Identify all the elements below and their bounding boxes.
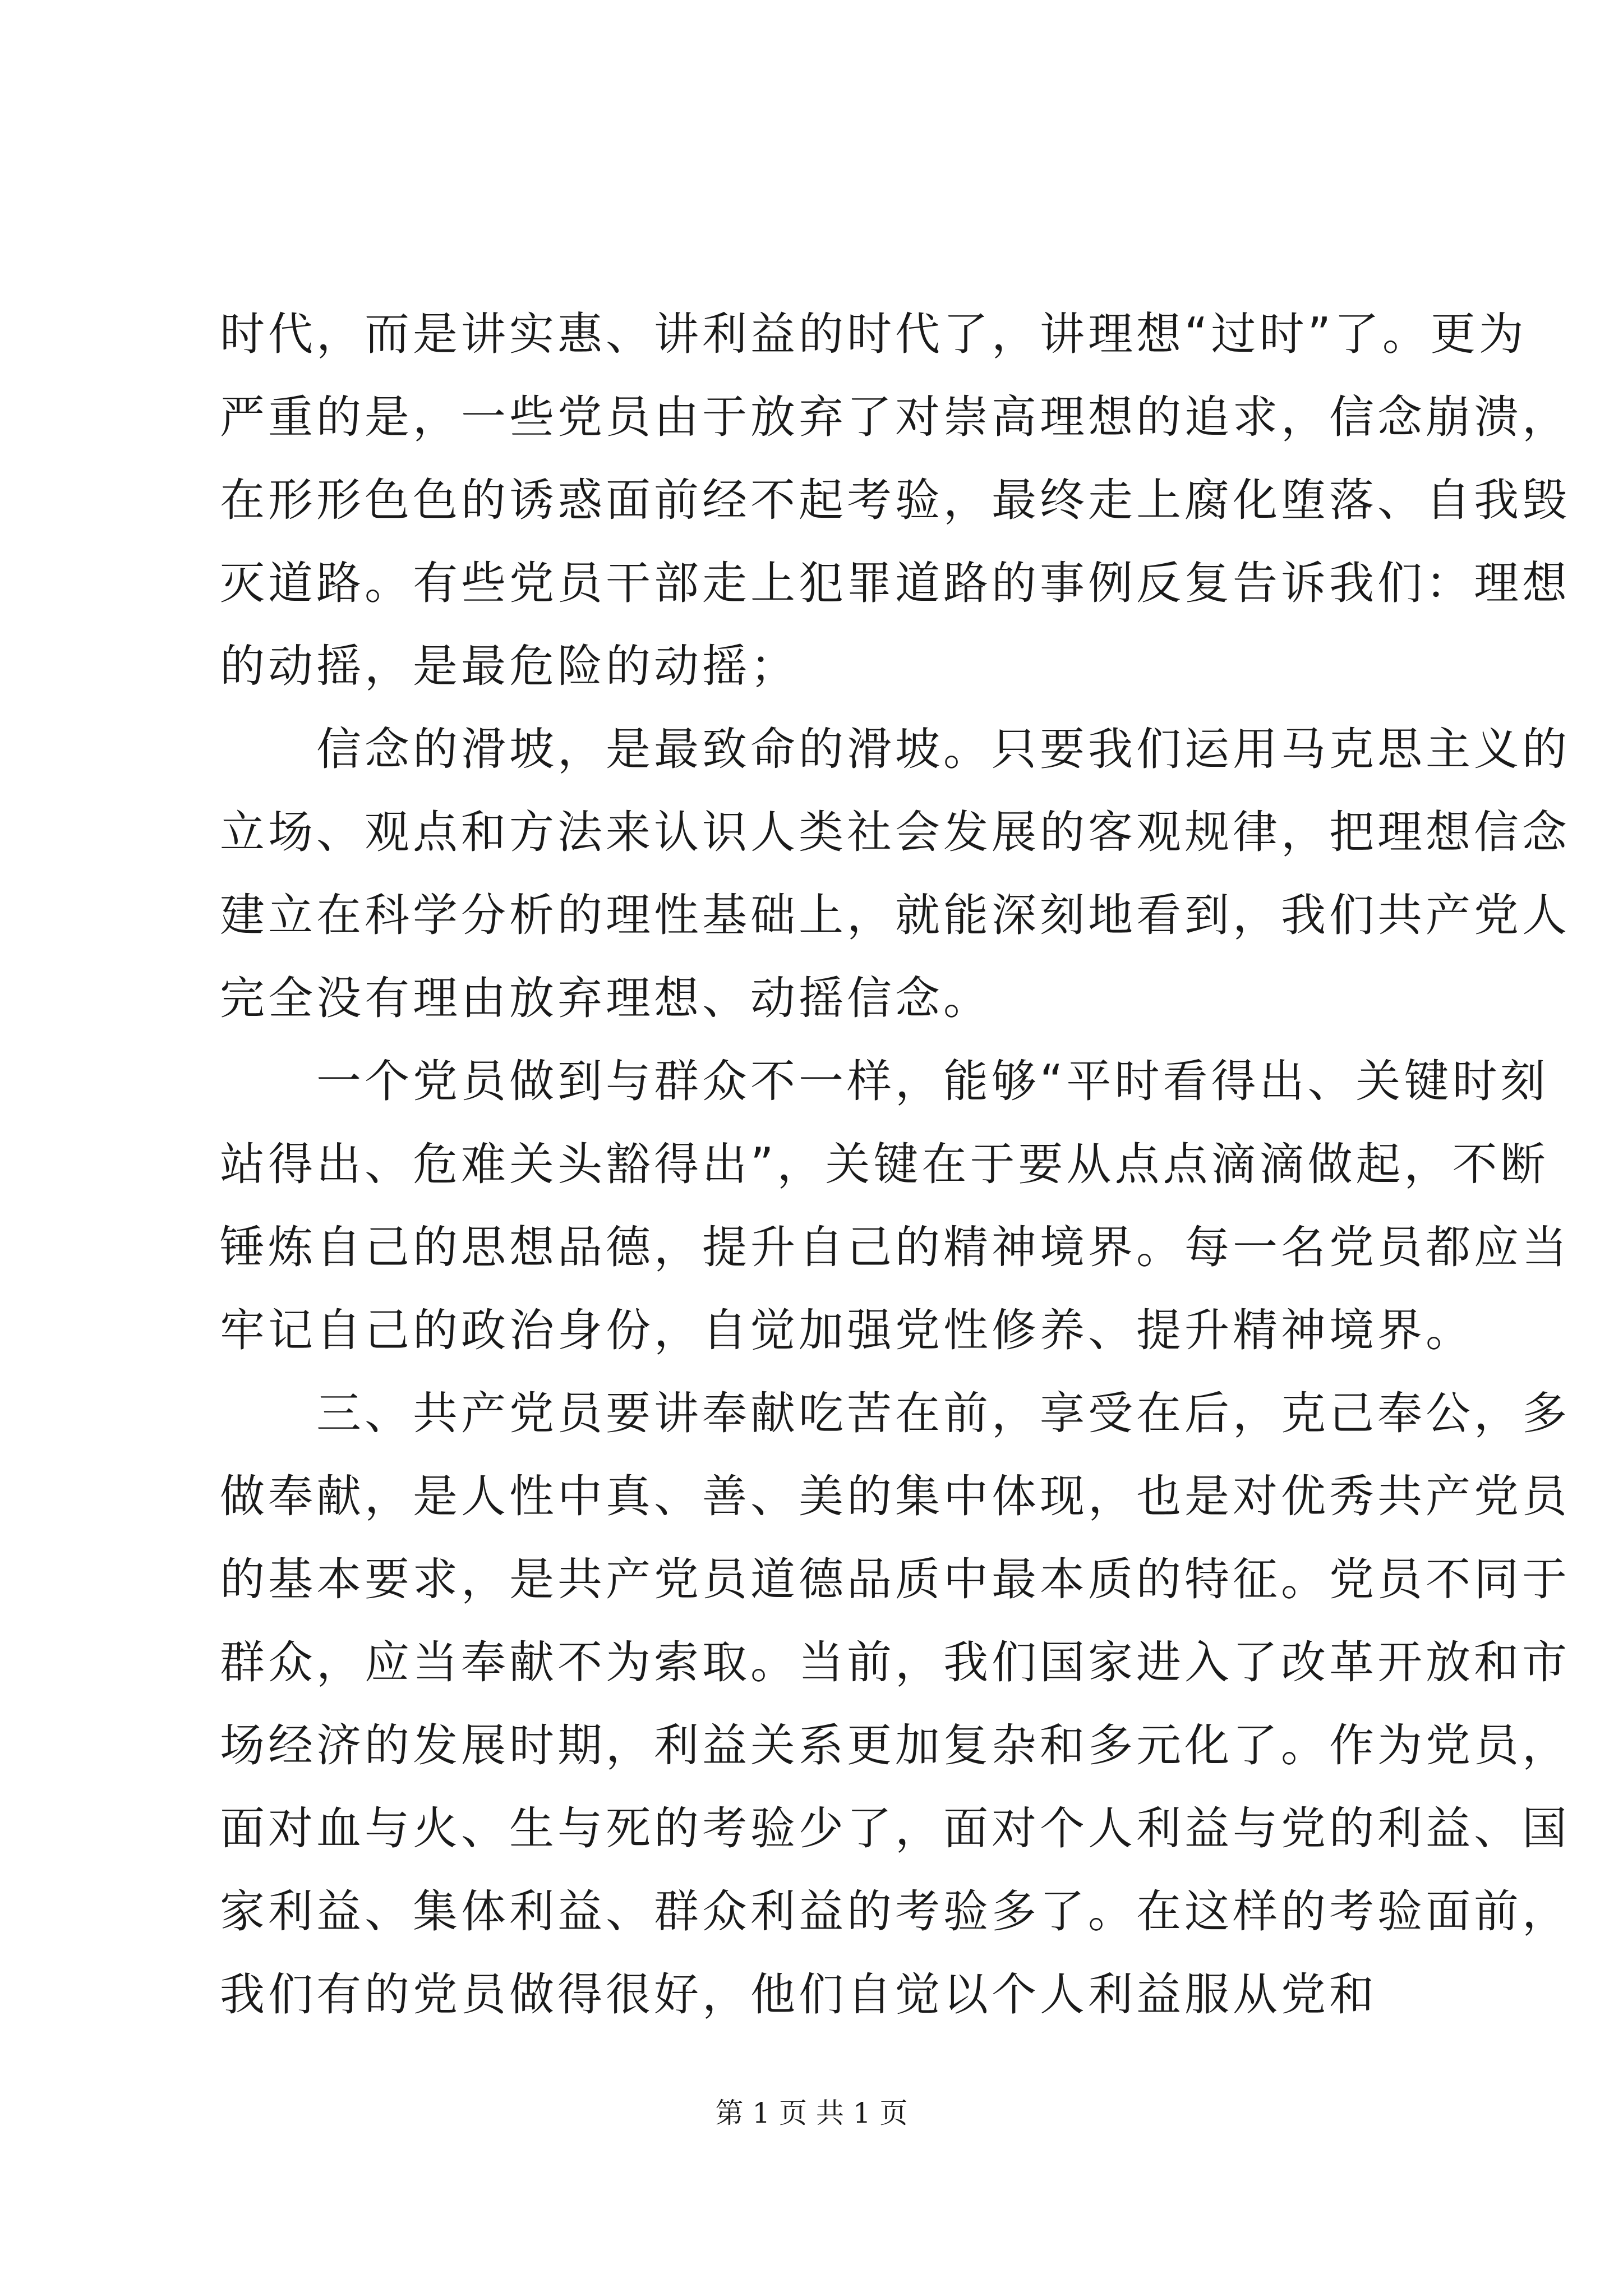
text-line: 信念的滑坡，是最致命的滑坡。只要我们运用马克思主义的 (220, 723, 1570, 775)
text-line: 在形形色色的诱惑面前经不起考验，最终走上腐化堕落、自我毁 (220, 474, 1570, 526)
text-line: 家利益、集体利益、群众利益的考验多了。在这样的考验面前， (220, 1885, 1570, 1938)
text-line: 灭道路。有些党员干部走上犯罪道路的事例反复告诉我们：理想 (220, 557, 1570, 609)
page-footer: 第 1 页 共 1 页 (715, 2097, 908, 2129)
text-line: 一个党员做到与群众不一样，能够“平时看得出、关键时刻 (220, 1055, 1549, 1107)
text-line: 锤炼自己的思想品德，提升自己的精神境界。每一名党员都应当 (220, 1221, 1570, 1273)
text-line: 我们有的党员做得很好，他们自觉以个人利益服从党和 (220, 1968, 1377, 2021)
text-line: 建立在科学分析的理性基础上，就能深刻地看到，我们共产党人 (220, 889, 1570, 941)
text-line: 做奉献，是人性中真、善、美的集中体现，也是对优秀共产党员 (220, 1470, 1570, 1522)
text-line: 完全没有理由放弃理想、动摇信念。 (220, 972, 992, 1024)
text-line: 场经济的发展时期，利益关系更加复杂和多元化了。作为党员， (220, 1719, 1570, 1772)
text-line: 的基本要求，是共产党员道德品质中最本质的特征。党员不同于 (220, 1553, 1570, 1605)
text-line: 严重的是，一些党员由于放弃了对崇高理想的追求，信念崩溃， (220, 391, 1570, 443)
text-line: 三、共产党员要讲奉献吃苦在前，享受在后，克己奉公，多 (220, 1387, 1570, 1439)
body-text (220, 293, 1570, 2036)
text-line: 立场、观点和方法来认识人类社会发展的客观规律，把理想信念 (220, 806, 1570, 858)
text-line: 牢记自己的政治身份，自觉加强党性修养、提升精神境界。 (220, 1304, 1474, 1356)
text-line: 的动摇，是最危险的动摇； (220, 640, 799, 692)
text-line: 群众，应当奉献不为索取。当前，我们国家进入了改革开放和市 (220, 1636, 1570, 1688)
text-line: 站得出、危难关头豁得出”，关键在于要从点点滴滴做起，不断 (220, 1138, 1549, 1190)
text-line: 时代，而是讲实惠、讲利益的时代了，讲理想“过时”了。更为 (220, 308, 1527, 360)
text-line: 面对血与火、生与死的考验少了，面对个人利益与党的利益、国 (220, 1802, 1570, 1855)
